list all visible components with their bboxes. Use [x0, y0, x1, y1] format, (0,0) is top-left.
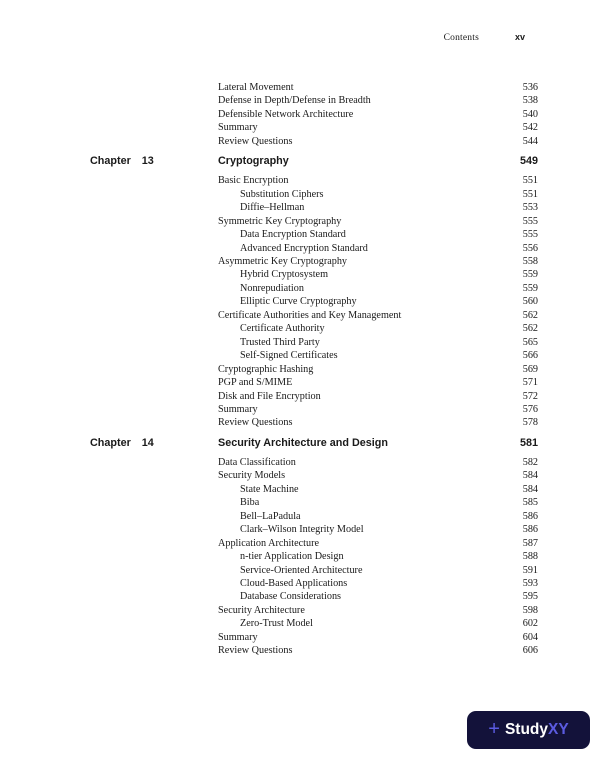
toc-entry-page: 551	[522, 175, 538, 187]
toc-entry-row	[90, 644, 538, 657]
toc-entry-row	[90, 108, 538, 121]
toc-entry-label: Asymmetric Key Cryptography	[218, 255, 348, 267]
toc-entry-label: Clark–Wilson Integrity Model	[240, 524, 364, 536]
toc-entry-label: Database Considerations	[240, 591, 341, 603]
toc-entry-page: 584	[522, 483, 538, 495]
toc-entry-row	[90, 537, 538, 550]
toc-entry-page: 591	[522, 564, 538, 576]
toc-entry-row	[90, 456, 538, 469]
toc-entry-page: 560	[522, 296, 538, 308]
running-head-title: Contents	[443, 33, 479, 43]
toc-entry-row	[90, 255, 538, 268]
toc-entry-label: Zero-Trust Model	[240, 618, 313, 630]
toc-entry-page: 576	[522, 403, 538, 415]
toc-entry-label: Security Architecture	[218, 604, 305, 616]
toc-entry-row	[90, 295, 538, 308]
toc-entry-label: Elliptic Curve Cryptography	[240, 296, 357, 308]
toc-entry-page: 602	[522, 618, 538, 630]
toc-entry-label: Biba	[240, 497, 260, 509]
plus-icon: +	[488, 718, 500, 740]
toc-entry-page: 585	[522, 497, 538, 509]
toc-entry-label: Cryptographic Hashing	[218, 363, 314, 375]
toc-entry-label: Substitution Ciphers	[240, 188, 324, 200]
toc-entry-label: Cloud-Based Applications	[240, 577, 348, 589]
toc-entry-row	[90, 94, 538, 107]
toc-entry-row	[90, 403, 538, 416]
toc-entry-row	[90, 376, 538, 389]
toc-entry-label: Summary	[218, 403, 258, 415]
toc-entry-label: Certificate Authority	[240, 323, 325, 335]
toc-entry-label: n-tier Application Design	[240, 551, 344, 563]
toc-entry-label: Defense in Depth/Defense in Breadth	[218, 95, 371, 107]
toc-entry-row	[90, 523, 538, 536]
toc-entry-page: 569	[522, 363, 538, 375]
toc-entry-page: 587	[522, 537, 538, 549]
chapter-number: 14	[141, 436, 154, 449]
toc-entry-label: Review Questions	[218, 135, 293, 147]
toc-entry-row	[90, 174, 538, 187]
toc-entry-page: 566	[522, 350, 538, 362]
toc-entry-row	[90, 564, 538, 577]
toc-entry-row	[90, 483, 538, 496]
toc-entry-page: 571	[522, 377, 538, 389]
toc-entry-row	[90, 469, 538, 482]
toc-entry-page: 565	[522, 336, 538, 348]
toc-entry-page: 558	[522, 255, 538, 267]
toc-entry-row	[90, 617, 538, 630]
chapter-label	[90, 437, 218, 450]
toc-entry-page: 595	[522, 591, 538, 603]
toc-chapter-row	[90, 155, 538, 168]
toc-entry-page: 593	[522, 577, 538, 589]
toc-entry-label: PGP and S/MIME	[218, 377, 293, 389]
toc-entry-page: 584	[522, 470, 538, 482]
toc-entry-page: 562	[522, 309, 538, 321]
logo-text-study: Study	[504, 721, 549, 738]
chapter-word: Chapter	[90, 436, 131, 449]
studyxy-logo	[467, 711, 590, 749]
toc-entry-label: Review Questions	[218, 417, 293, 429]
toc-entry-label: Certificate Authorities and Key Management	[218, 309, 402, 321]
toc-entry-row	[90, 363, 538, 376]
running-head	[90, 32, 525, 43]
toc-entry-page: 586	[522, 524, 538, 536]
toc-entry-page: 598	[522, 604, 538, 616]
toc-entry-row	[90, 336, 538, 349]
toc-entry-page: 586	[522, 510, 538, 522]
toc-entry-page: 555	[522, 229, 538, 241]
toc-entry-label: Advanced Encryption Standard	[240, 242, 368, 254]
toc-chapter-row	[90, 437, 538, 450]
toc-entry-row	[90, 631, 538, 644]
toc-entry-label: Application Architecture	[218, 537, 319, 549]
logo-text-xy: XY	[548, 721, 569, 738]
toc-entry-label: Data Encryption Standard	[240, 229, 346, 241]
toc-entry-label: Security Models	[218, 470, 286, 482]
toc-entry-row	[90, 550, 538, 563]
toc-entry-page: 578	[522, 417, 538, 429]
toc-entry-label: Review Questions	[218, 645, 293, 657]
toc-entry-row	[90, 309, 538, 322]
toc-entry-page: 556	[522, 242, 538, 254]
toc-entry-row	[90, 496, 538, 509]
toc-entry-row	[90, 510, 538, 523]
toc-entry-row	[90, 349, 538, 362]
toc-entry-page: 544	[522, 135, 538, 147]
toc-entry-label: Summary	[218, 122, 258, 134]
toc-entry-label: Lateral Movement	[218, 82, 294, 93]
toc-entry-label: Diffie–Hellman	[240, 202, 305, 214]
toc-entry-page: 588	[522, 551, 538, 563]
toc-entry-row	[90, 268, 538, 281]
toc-entry-page: 559	[522, 269, 538, 281]
chapter-number: 13	[141, 155, 154, 168]
toc-entry-label: Self-Signed Certificates	[240, 350, 338, 362]
toc-entry-row	[90, 604, 538, 617]
toc-entry-label: Trusted Third Party	[240, 336, 320, 348]
toc-chapter-page: 581	[519, 436, 538, 449]
toc-entry-row	[90, 215, 538, 228]
toc-entry-page: 538	[522, 95, 538, 107]
toc-entry-label: Summary	[218, 631, 258, 643]
toc-entry-page: 582	[522, 456, 538, 468]
table-of-contents	[90, 81, 538, 658]
toc-entry-page: 553	[522, 202, 538, 214]
toc-entry-row	[90, 322, 538, 335]
toc-entry-page: 536	[522, 82, 538, 93]
toc-entry-row	[90, 201, 538, 214]
toc-entry-label: Defensible Network Architecture	[218, 108, 354, 120]
toc-entry-row	[90, 282, 538, 295]
toc-entry-row	[90, 135, 538, 148]
toc-entry-label: Data Classification	[218, 456, 296, 468]
toc-entry-page: 559	[522, 282, 538, 294]
toc-chapter-title: Cryptography	[218, 155, 289, 168]
toc-entry-label: Basic Encryption	[218, 175, 289, 187]
toc-entry-row	[90, 228, 538, 241]
toc-entry-page: 542	[522, 122, 538, 134]
toc-entry-row	[90, 81, 538, 94]
toc-entry-row	[90, 390, 538, 403]
toc-entry-label: Disk and File Encryption	[218, 390, 321, 402]
toc-entry-label: Nonrepudiation	[240, 282, 304, 294]
toc-entry-page: 606	[522, 645, 538, 657]
chapter-word: Chapter	[90, 155, 131, 168]
toc-entry-label: State Machine	[240, 483, 299, 495]
toc-entry-label: Hybrid Cryptosystem	[240, 269, 329, 281]
toc-entry-row	[90, 416, 538, 429]
toc-entry-row	[90, 577, 538, 590]
toc-entry-label: Symmetric Key Cryptography	[218, 215, 342, 227]
toc-chapter-page: 549	[519, 155, 538, 168]
toc-entry-row	[90, 590, 538, 603]
chapter-label	[90, 155, 218, 168]
toc-entry-label: Bell–LaPadula	[240, 510, 301, 522]
toc-entry-page: 540	[522, 108, 538, 120]
toc-entry-row	[90, 242, 538, 255]
toc-entry-page: 562	[522, 323, 538, 335]
toc-entry-row	[90, 188, 538, 201]
toc-entry-label: Service-Oriented Architecture	[240, 564, 363, 576]
running-head-folio: xv	[514, 32, 525, 42]
toc-entry-page: 572	[522, 390, 538, 402]
toc-entry-page: 555	[522, 215, 538, 227]
toc-chapter-title: Security Architecture and Design	[218, 436, 388, 449]
toc-entry-page: 551	[522, 188, 538, 200]
toc-entry-row	[90, 121, 538, 134]
toc-entry-page: 604	[522, 631, 538, 643]
